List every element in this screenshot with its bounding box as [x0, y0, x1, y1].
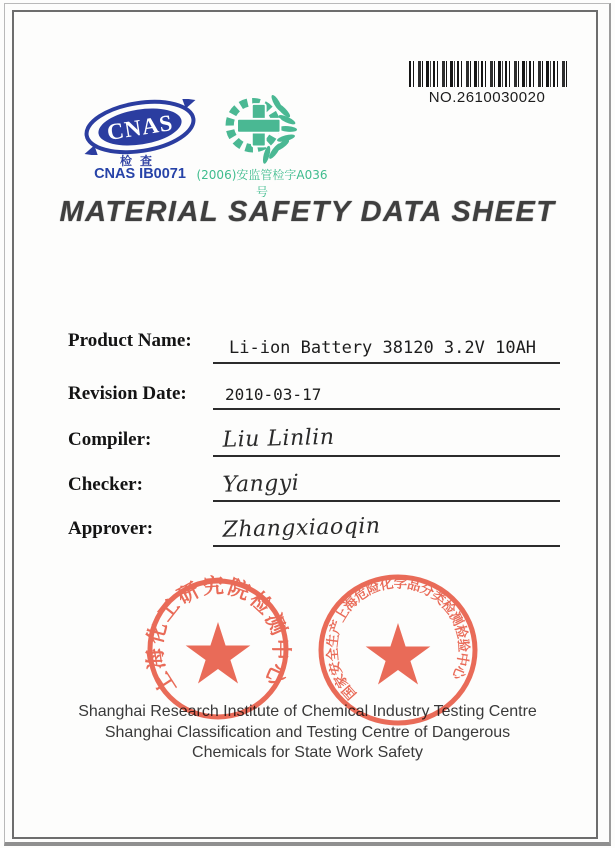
checker-signature: Yangyi: [222, 470, 300, 498]
svg-text:CNAS: CNAS: [105, 109, 175, 146]
barcode-image: [409, 61, 567, 87]
field-label-compiler: Compiler:: [68, 429, 152, 450]
barcode-number: NO.2610030020: [428, 89, 546, 106]
svg-text:国家安全生产上海危险化学品分类检测检验中心: 国家安全生产上海危险化学品分类检测检验中心: [324, 575, 472, 703]
approver-signature: Zhangxiaoqin: [222, 513, 381, 543]
footer-line: Chemicals for State Work Safety: [192, 744, 423, 761]
field-value-product-name: [213, 328, 560, 364]
work-safety-logo-icon: [212, 92, 312, 164]
svg-text:上海化工研究院检测中心: 上海化工研究院检测中心: [142, 574, 294, 699]
document-title: MATERIAL SAFETY DATA SHEET: [59, 196, 556, 228]
footer-organization-names: [0, 702, 615, 764]
product-name-value: Li-ion Battery 38120 3.2V 10AH: [229, 338, 537, 358]
revision-date-value: 2010-03-17: [225, 385, 322, 404]
field-label-product-name: Product Name:: [68, 330, 192, 351]
cnas-caption-chinese: 检查: [119, 154, 160, 168]
footer-line: Shanghai Research Institute of Chemical Industry Testing Centre: [78, 703, 537, 720]
field-label-checker: Checker:: [68, 474, 143, 495]
field-value-approver: [213, 508, 560, 547]
field-label-approver: Approver:: [68, 518, 154, 539]
cnas-logo-icon: [82, 99, 198, 155]
field-value-revision-date: [213, 378, 560, 410]
work-safety-caption: (2006)安监管检字A036号: [196, 168, 328, 199]
field-label-revision-date: Revision Date:: [68, 383, 187, 404]
field-value-checker: [213, 463, 560, 502]
compiler-signature: Liu Linlin: [222, 424, 335, 453]
field-value-compiler: [213, 418, 560, 457]
cnas-accreditation-number: CNAS IB0071: [94, 166, 186, 182]
footer-line: Shanghai Classification and Testing Centre of Dangerous: [104, 723, 511, 741]
